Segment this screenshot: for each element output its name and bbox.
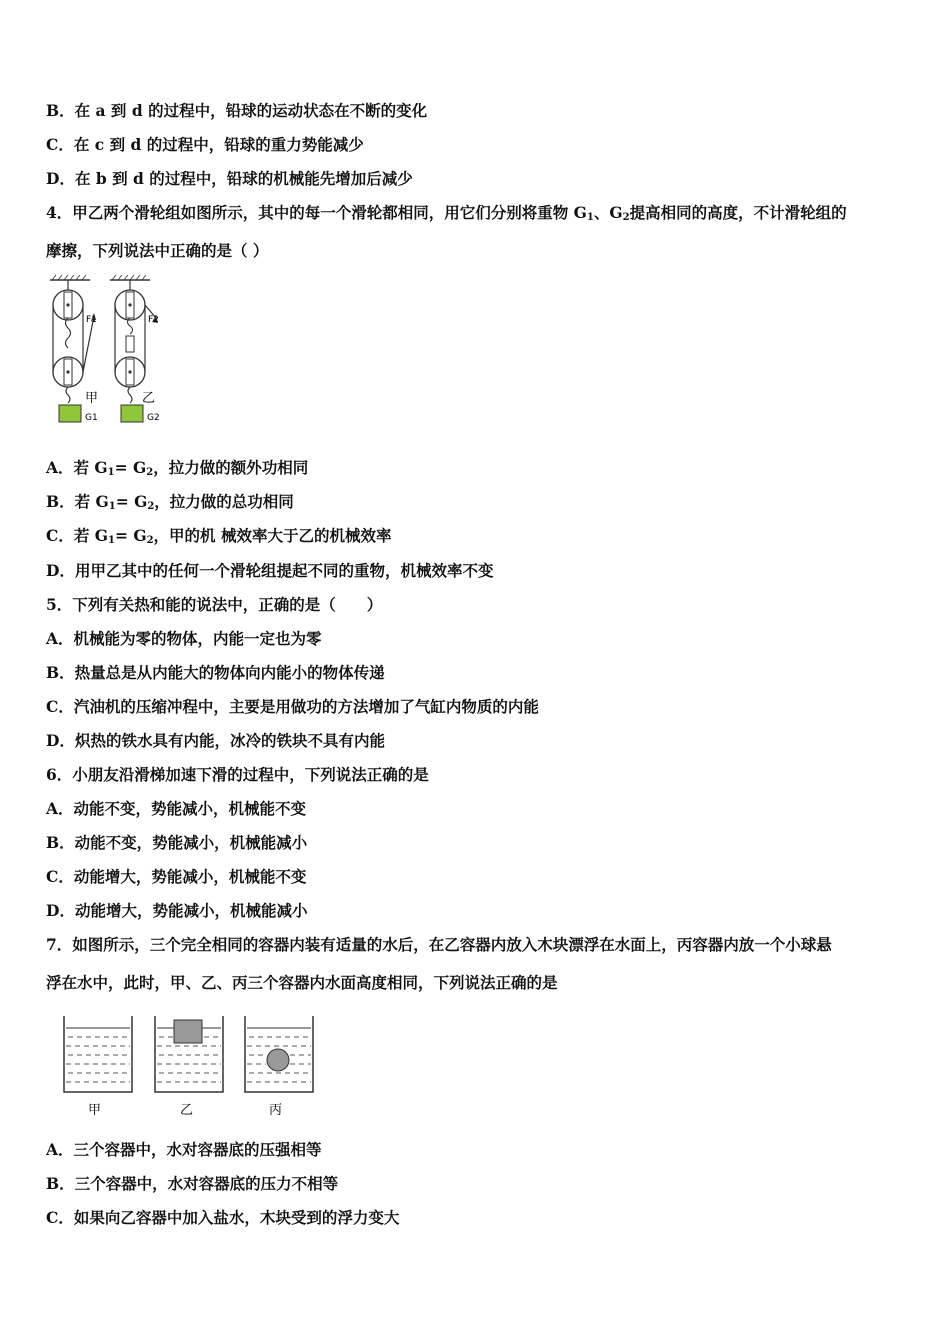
container-jia bbox=[64, 1016, 132, 1118]
g1-label: G1 bbox=[85, 413, 98, 423]
q5-option-a: A．机械能为零的物体，内能一定也为零 bbox=[46, 629, 322, 648]
q6-option-d: D．动能增大，势能减小，机械能减小 bbox=[46, 901, 308, 920]
q6-stem: 6．小朋友沿滑梯加速下滑的过程中，下列说法正确的是 bbox=[46, 765, 429, 784]
pulley-system-jia bbox=[50, 275, 98, 423]
wood-block bbox=[174, 1020, 202, 1043]
q4-stem-line2: 摩擦，下列说法中正确的是（ ） bbox=[46, 241, 269, 260]
containers-figure bbox=[58, 1010, 328, 1122]
q6-option-b: B．动能不变，势能减小，机械能减小 bbox=[46, 833, 308, 852]
g2-label: G2 bbox=[147, 413, 160, 423]
q4-option-c: C．若 $G_1= G_2$，甲的机 械效率大于乙的机械效率 bbox=[46, 526, 392, 546]
q5-option-d: D．炽热的铁水具有内能，冰冷的铁块不具有内能 bbox=[46, 731, 385, 750]
q4-option-a: A．若 $G_1= G_2$，拉力做的额外功相同 bbox=[46, 458, 309, 478]
q4-stem-line1: 4．甲乙两个滑轮组如图所示，其中的每一个滑轮都相同，用它们分别将重物 $G_1$、$G_2$提高相同的高度，不计滑轮组的 bbox=[46, 203, 847, 223]
q7-option-c: C．如果向乙容器中加入盐水，木块受到的浮力变大 bbox=[46, 1208, 400, 1227]
yi-label: 乙 bbox=[142, 391, 156, 406]
weight-g2 bbox=[121, 405, 143, 422]
container-bing bbox=[245, 1016, 313, 1118]
q3-option-c: C．在 c 到 d 的过程中，铅球的重力势能减少 bbox=[46, 135, 364, 154]
q4-option-b: B．若 $G_1= G_2$，拉力做的总功相同 bbox=[46, 492, 294, 512]
q7-option-b: B．三个容器中，水对容器底的压力不相等 bbox=[46, 1174, 339, 1193]
pulley-figure bbox=[40, 272, 180, 432]
q6-option-c: C．动能增大，势能减小，机械能不变 bbox=[46, 867, 307, 886]
jia-label: 甲 bbox=[85, 391, 99, 406]
q7-option-a: A．三个容器中，水对容器底的压强相等 bbox=[46, 1140, 322, 1159]
q3-option-d: D．在 b 到 d 的过程中，铅球的机械能先增加后减少 bbox=[46, 169, 413, 188]
q7-stem-line1: 7．如图所示，三个完全相同的容器内装有适量的水后，在乙容器内放入木块漂浮在水面上，丙容器内放一个小球悬 bbox=[46, 935, 832, 954]
q5-option-c: C．汽油机的压缩冲程中，主要是用做功的方法增加了气缸内物质的内能 bbox=[46, 697, 539, 716]
q6-option-a: A．动能不变，势能减小，机械能不变 bbox=[46, 799, 307, 818]
container-bing-label: 丙 bbox=[269, 1103, 283, 1118]
q3-option-b: B．在 a 到 d 的过程中，铅球的运动状态在不断的变化 bbox=[46, 101, 428, 120]
pulley-system-yi bbox=[110, 275, 160, 423]
q4-option-d: D．用甲乙其中的任何一个滑轮组提起不同的重物，机械效率不变 bbox=[46, 561, 494, 580]
q7-stem-line2: 浮在水中，此时，甲、乙、丙三个容器内水面高度相同，下列说法正确的是 bbox=[46, 973, 558, 992]
container-yi bbox=[155, 1016, 223, 1118]
small-ball bbox=[267, 1049, 289, 1071]
f2-label: F2 bbox=[148, 315, 159, 325]
container-jia-label: 甲 bbox=[88, 1103, 102, 1118]
q5-stem: 5．下列有关热和能的说法中，正确的是（ ） bbox=[46, 595, 383, 614]
f1-label: F1 bbox=[86, 315, 97, 325]
container-yi-label: 乙 bbox=[180, 1103, 194, 1118]
weight-g1 bbox=[59, 405, 81, 422]
q5-option-b: B．热量总是从内能大的物体向内能小的物体传递 bbox=[46, 663, 385, 682]
